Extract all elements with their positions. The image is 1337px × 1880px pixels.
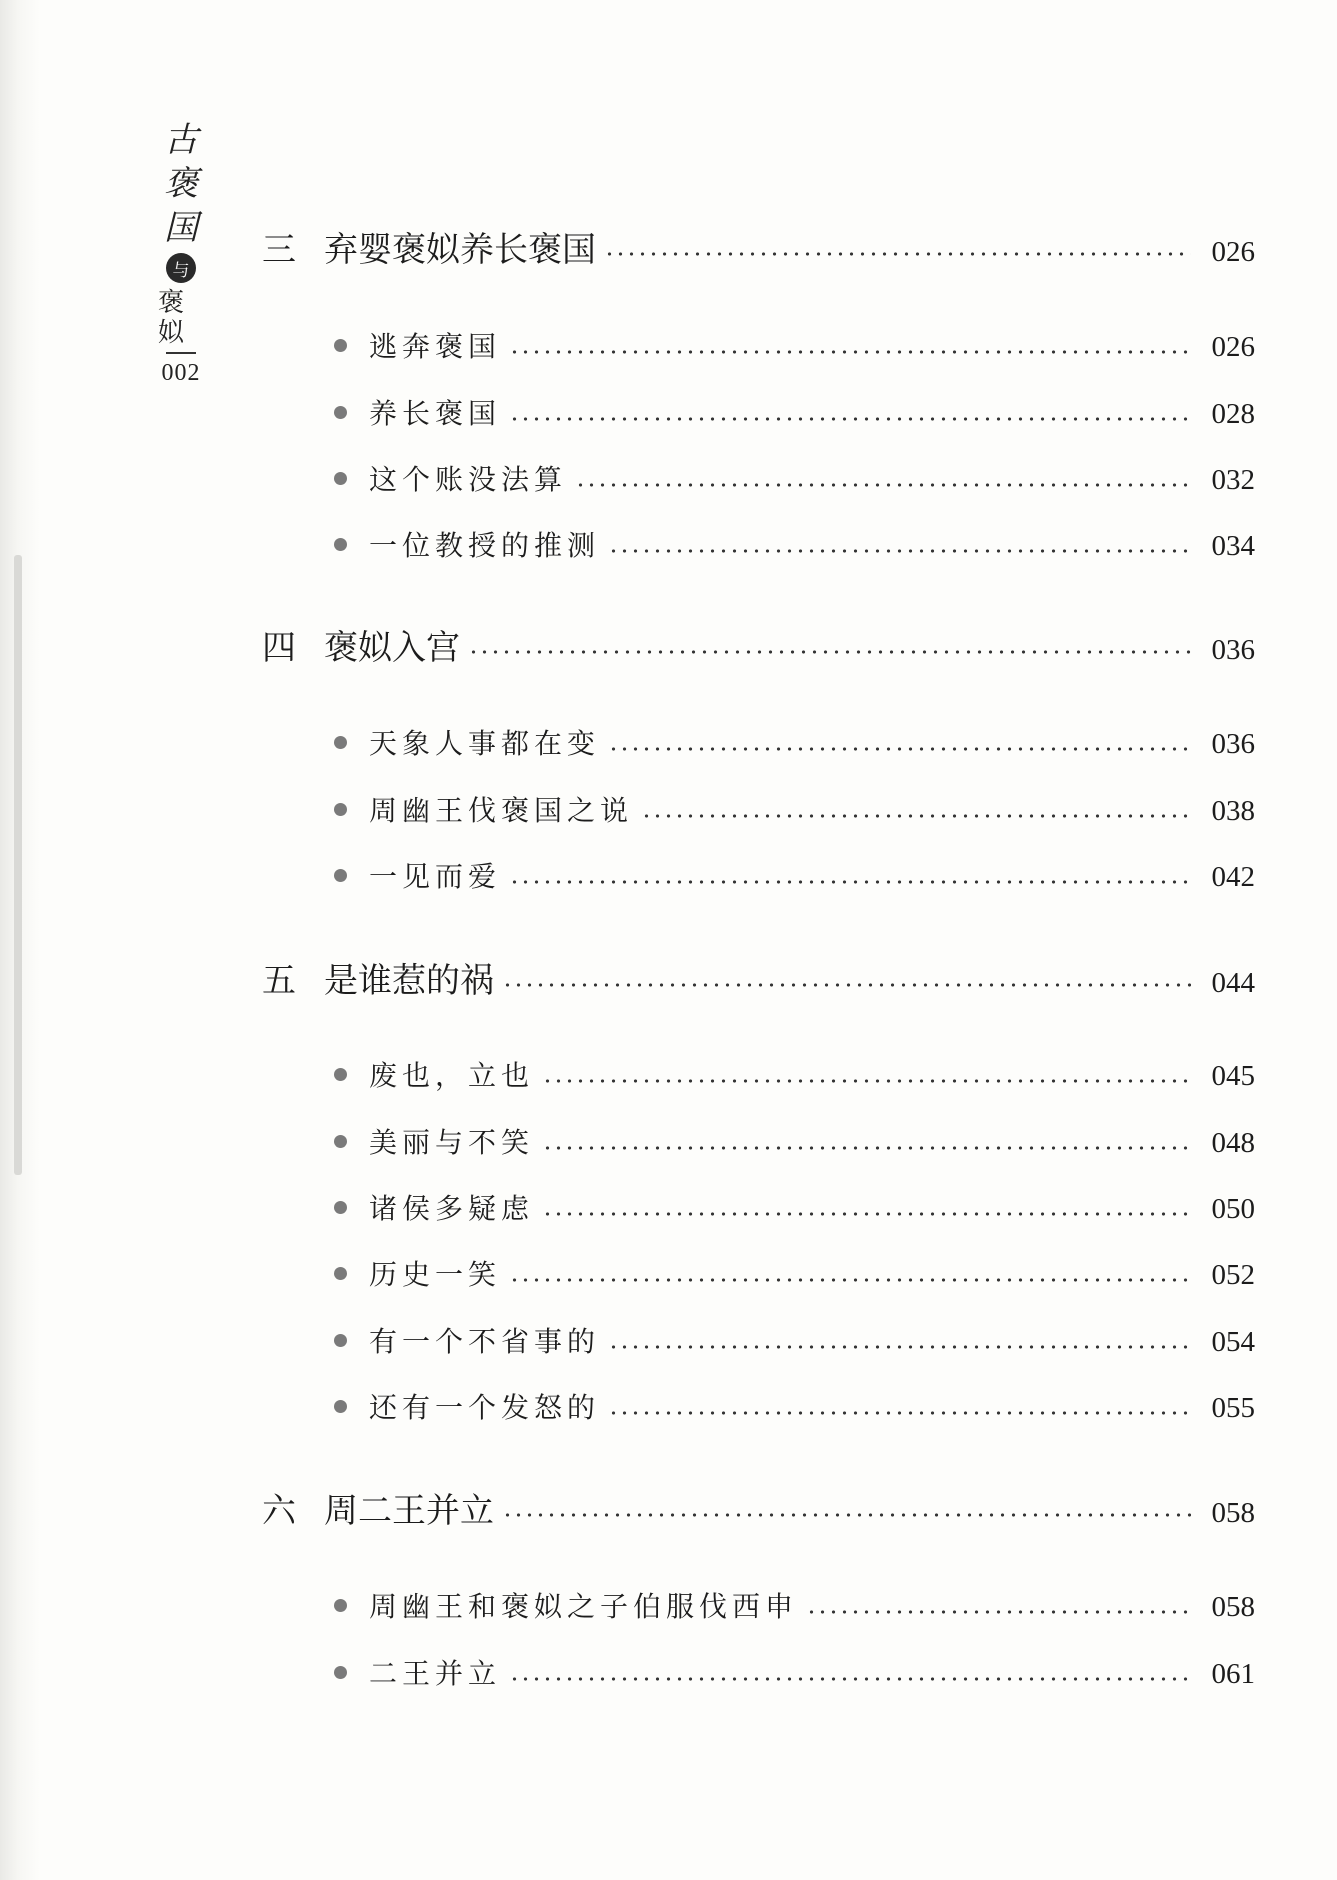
bullet-icon [334, 406, 347, 419]
section-page: 028 [1211, 398, 1255, 430]
toc-section[interactable] [334, 789, 1255, 829]
toc-chapter[interactable] [262, 222, 1255, 271]
section-page: 048 [1211, 1127, 1255, 1159]
section-page: 052 [1211, 1259, 1255, 1291]
chapter-page: 036 [1211, 634, 1255, 666]
bullet-icon [334, 1267, 347, 1280]
chapter-number: 三 [262, 230, 296, 270]
chapter-page: 044 [1211, 967, 1255, 999]
section-title: 还有一个发怒的 [369, 1391, 601, 1424]
leader-dots [608, 549, 1191, 553]
running-head-char: 褒 [164, 164, 198, 204]
leader-dots [509, 350, 1191, 354]
section-page: 055 [1211, 1392, 1255, 1424]
leader-dots [502, 983, 1191, 987]
running-head-char: 国 [164, 208, 198, 248]
section-title: 养长褒国 [369, 397, 502, 430]
leader-dots [608, 747, 1191, 751]
section-title: 美丽与不笑 [369, 1126, 535, 1159]
leader-dots [468, 650, 1191, 654]
bullet-icon [334, 1666, 347, 1679]
running-head-rule [166, 352, 196, 354]
section-title: 一见而爱 [369, 860, 502, 893]
toc-section[interactable] [334, 325, 1255, 365]
bullet-icon [334, 869, 347, 882]
toc-section[interactable] [334, 1652, 1255, 1692]
section-page: 038 [1211, 795, 1255, 827]
toc-section[interactable] [334, 1386, 1255, 1426]
section-page: 050 [1211, 1193, 1255, 1225]
section-page: 058 [1211, 1591, 1255, 1623]
page-edge-strip [14, 555, 22, 1175]
section-title: 诸侯多疑虑 [369, 1192, 535, 1225]
running-head-char: 古 [164, 120, 198, 160]
leader-dots [608, 1345, 1191, 1349]
chapter-title: 是谁惹的祸 [324, 961, 494, 1001]
leader-dots [509, 417, 1191, 421]
toc-section[interactable] [334, 392, 1255, 432]
chapter-number: 六 [262, 1491, 296, 1531]
leader-dots [502, 1513, 1191, 1517]
leader-dots [509, 1677, 1191, 1681]
toc-section[interactable] [334, 1253, 1255, 1293]
section-title: 有一个不省事的 [369, 1325, 601, 1358]
section-title: 这个账没法算 [369, 463, 568, 496]
section-page: 032 [1211, 464, 1255, 496]
section-page: 045 [1211, 1060, 1255, 1092]
toc-section[interactable] [334, 1585, 1255, 1625]
bullet-icon [334, 472, 347, 485]
section-page: 026 [1211, 331, 1255, 363]
bullet-icon [334, 1201, 347, 1214]
toc-chapter[interactable] [262, 953, 1255, 1002]
leader-dots [509, 1278, 1191, 1282]
page-number: 002 [161, 360, 201, 386]
toc-section[interactable] [334, 1121, 1255, 1161]
toc-section[interactable] [334, 524, 1255, 564]
toc-section[interactable] [334, 458, 1255, 498]
running-head [158, 118, 204, 387]
bullet-icon [334, 1135, 347, 1148]
section-title: 天象人事都在变 [369, 727, 601, 760]
bullet-icon [334, 803, 347, 816]
bullet-icon [334, 736, 347, 749]
section-title: 周幽王和褒姒之子伯服伐西申 [369, 1590, 799, 1623]
chapter-number: 五 [262, 961, 296, 1001]
section-title: 逃奔褒国 [369, 330, 502, 363]
bullet-icon [334, 1068, 347, 1081]
section-title: 二王并立 [369, 1657, 502, 1690]
leader-dots [806, 1610, 1191, 1614]
bullet-icon [334, 1334, 347, 1347]
leader-dots [608, 1411, 1191, 1415]
toc-chapter[interactable] [262, 620, 1255, 669]
bullet-icon [334, 1400, 347, 1413]
chapter-page: 026 [1211, 236, 1255, 268]
bullet-icon [334, 1599, 347, 1612]
toc-section[interactable] [334, 722, 1255, 762]
leader-dots [542, 1079, 1191, 1083]
leader-dots [575, 483, 1191, 487]
section-page: 036 [1211, 728, 1255, 760]
toc-section[interactable] [334, 1054, 1255, 1094]
chapter-title: 弃婴褒姒养长褒国 [324, 230, 596, 270]
running-head-circle: 与 [166, 253, 196, 283]
section-page: 034 [1211, 530, 1255, 562]
section-title: 周幽王伐褒国之说 [369, 794, 634, 827]
chapter-title: 褒姒入宫 [324, 628, 460, 668]
bullet-icon [334, 339, 347, 352]
bullet-icon [334, 538, 347, 551]
section-title: 历史一笑 [369, 1258, 502, 1291]
leader-dots [509, 880, 1191, 884]
section-title: 废也，立也 [369, 1059, 535, 1092]
leader-dots [641, 814, 1191, 818]
chapter-page: 058 [1211, 1497, 1255, 1529]
toc-section[interactable] [334, 1187, 1255, 1227]
section-page: 054 [1211, 1326, 1255, 1358]
section-title: 一位教授的推测 [369, 529, 601, 562]
toc-section[interactable] [334, 855, 1255, 895]
chapter-title: 周二王并立 [324, 1491, 494, 1531]
running-head-tail: 褒姒 [158, 288, 185, 348]
section-page: 061 [1211, 1658, 1255, 1690]
leader-dots [604, 252, 1191, 256]
chapter-number: 四 [262, 628, 296, 668]
section-page: 042 [1211, 861, 1255, 893]
toc-section[interactable] [334, 1320, 1255, 1360]
leader-dots [542, 1146, 1191, 1150]
toc-chapter[interactable] [262, 1483, 1255, 1532]
leader-dots [542, 1212, 1191, 1216]
